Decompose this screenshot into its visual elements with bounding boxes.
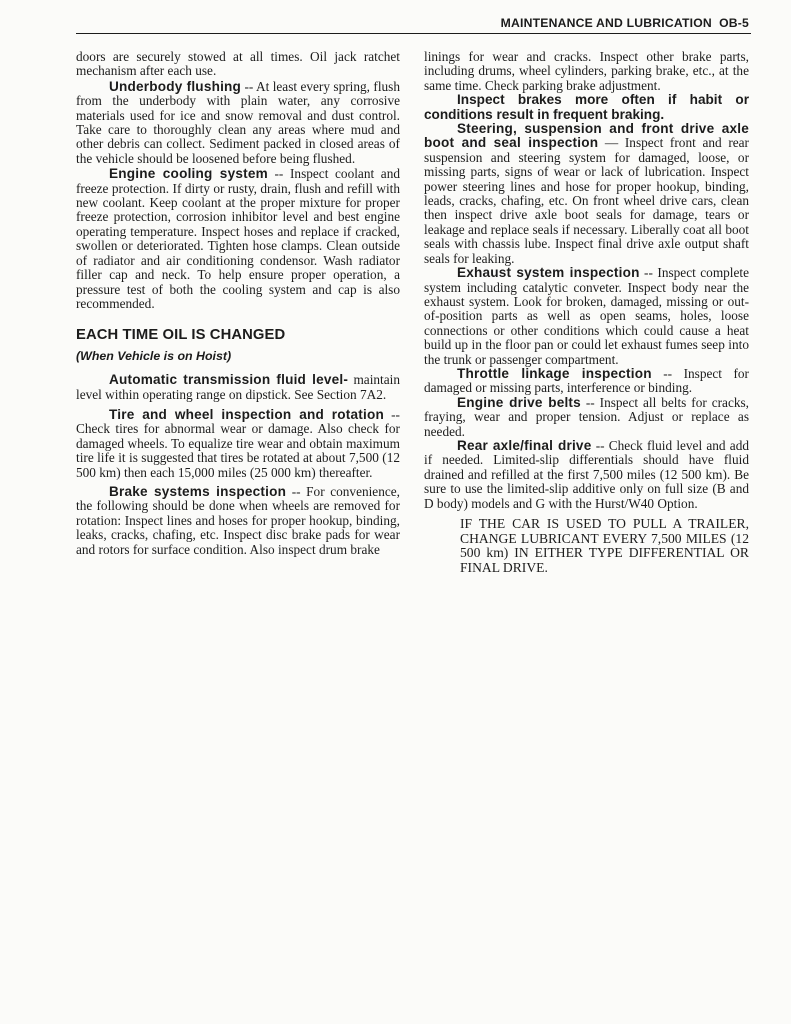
brake-text: -- For convenience, the following should be done when wheels are removed for rotation: Inspect lines and hoses for proper hookup, binding, leaks, cracks, chafing, etc. Inspect disc brake pads for wear and rotors for surface condition. Also inspect drum brake xyxy=(76,483,400,557)
steering-heading: Steering, suspension and front drive axle boot and seal inspection xyxy=(424,121,749,151)
transmission-paragraph xyxy=(76,373,400,402)
tire-text: -- Check tires for abnormal wear or damage. Also check for damaged wheels. To equalize tire wear and obtain maximum tire life it is suggested that tires be rotated at about 7,500 (12 500 km) then each 15,000 miles (25 000 km) thereafter. xyxy=(76,406,400,480)
section-title: EACH TIME OIL IS CHANGED xyxy=(76,327,286,344)
rear-axle-paragraph xyxy=(424,439,749,511)
underbody-heading: Underbody flushing xyxy=(109,78,242,94)
steering-text: — Inspect front and rear suspension and steering system for damaged, loose, or missing parts, signs of wear or lack of lubrication. Inspect power steering lines and hose for proper hookup, binding, leads, cracks, chafing, etc. On front wheel drive cars, clean then inspect drive axle boot seals for damage, tears or leakage and replace seals if necessary. Liberally coat all boot seals with chassis lube. Inspect final drive axle output shaft seals for leaking. xyxy=(424,135,749,266)
header-title: MAINTENANCE AND LUBRICATION xyxy=(500,16,712,30)
subsection-title: (When Vehicle is on Hoist) xyxy=(76,348,232,363)
underbody-paragraph xyxy=(76,80,400,166)
exhaust-paragraph xyxy=(424,266,749,367)
transmission-text: maintain level within operating range on dipstick. See Section 7A2. xyxy=(76,372,400,402)
steering-paragraph xyxy=(424,122,749,266)
belts-text: -- Inspect all belts for cracks, fraying, wear and proper tension. Adjust or replace as needed. xyxy=(424,394,750,439)
brake-paragraph xyxy=(76,485,400,557)
cooling-text: -- Inspect coolant and freeze protection. If dirty or rusty, drain, flush and refill with new coolant. Keep coolant at the proper mixture for proper freeze protection, corrosion inhibitor level and best engine operating temperature. Inspect hoses and replace if cracked, swollen or deteriorated. Tighten hose clamps. Clean outside of radiator and air conditioning condensor. Wash radiator filler cap and neck. To help ensure proper operation, a pressure test of both the cooling system and cap is also recommended. xyxy=(76,166,400,311)
throttle-heading: Throttle linkage inspection xyxy=(457,365,652,381)
tire-heading: Tire and wheel inspection and rotation xyxy=(109,406,384,422)
cooling-heading: Engine cooling system xyxy=(109,166,268,182)
exhaust-text: -- Inspect complete system including catalytic conveter. Inspect body near the exhaust system. Look for broken, damaged, missing or out-of-position parts as well as open seams, holes, loose connections or other conditions which could cause a heat build up in the floor pan or could let exhaust fumes seep into the trunk or passenger compartment. xyxy=(424,265,749,367)
tire-paragraph xyxy=(76,408,400,480)
belts-heading: Engine drive belts xyxy=(457,394,581,410)
intro-paragraph: doors are securely stowed at all times. Oil jack ratchet mechanism after each use. xyxy=(76,49,400,79)
trailer-notice: IF THE CAR IS USED TO PULL A TRAILER, CHANGE LUBRICANT EVERY 7,500 MILES (12 500 km) IN EITHER TYPE DIFFERENTIAL OR FINAL DRIVE. xyxy=(460,516,749,575)
page-number: OB-5 xyxy=(719,16,749,30)
brake-continued: linings for wear and cracks. Inspect other brake parts, including drums, wheel cylinders, parking brake, etc., at the same time. Check parking brake adjustment. xyxy=(424,49,749,93)
throttle-paragraph xyxy=(424,367,749,396)
transmission-heading: Automatic transmission fluid level- xyxy=(109,372,349,388)
brake-note: Inspect brakes more often if habit or conditions result in frequent braking. xyxy=(424,92,749,122)
rear-axle-text: -- Check fluid level and add if needed. Limited-slip differentials should have fluid drained and refilled at the first 7,500 miles (12 500 km). Be sure to use the limited-slip additive only on full size (B and D body) models and G with the Hurst/W40 Option. xyxy=(424,437,750,511)
left-column xyxy=(76,50,400,557)
belts-paragraph xyxy=(424,396,749,439)
underbody-text: -- At least every spring, flush from the underbody with plain water, any corrosive materials used for ice and snow removal and dust control. Take care to thoroughly clean any areas where mud and other debris can collect. Sediment packed in closed areas of the vehicle should be loosened before being flushed. xyxy=(76,78,400,166)
header-rule xyxy=(76,33,751,34)
right-column xyxy=(424,50,749,575)
throttle-text: -- Inspect for damaged or missing parts, interference or binding. xyxy=(424,365,749,396)
cooling-paragraph xyxy=(76,167,400,311)
page-header xyxy=(501,16,749,30)
brake-heading: Brake systems inspection xyxy=(109,483,287,499)
rear-axle-heading: Rear axle/final drive xyxy=(457,437,592,453)
exhaust-heading: Exhaust system inspection xyxy=(457,265,640,281)
